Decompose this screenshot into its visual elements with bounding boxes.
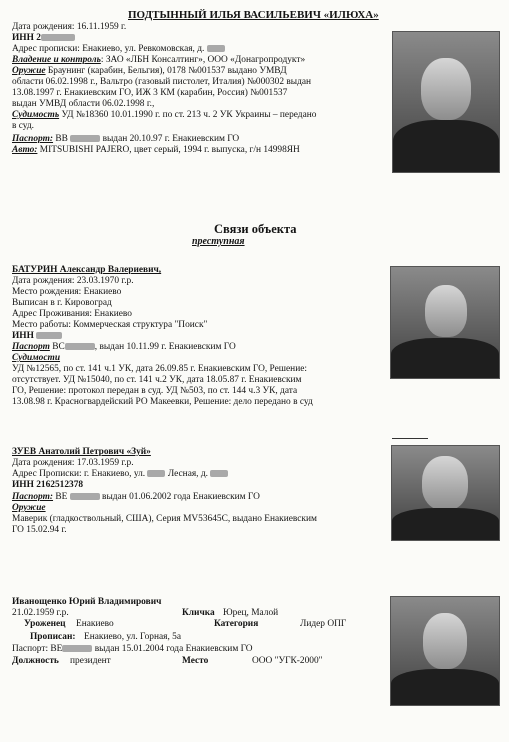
person4-place-value: ООО "УГК-2000" — [252, 656, 323, 666]
redaction-mark — [207, 45, 225, 52]
person1-inn — [12, 33, 75, 44]
person2-crim-label: Судимости — [12, 353, 61, 363]
person2-photo — [390, 266, 500, 379]
address-street: Лесная, д. — [165, 469, 208, 479]
person3-address — [12, 469, 228, 480]
person2-discharged: Выписан в г. Кировоград — [12, 298, 112, 308]
person4-reg-value: Енакиево, ул. Горная, 5а — [84, 632, 182, 642]
criminal-record-label: Судимость — [12, 110, 60, 120]
passport-label: Паспорт — [12, 342, 50, 352]
person2-inn — [12, 331, 62, 342]
person3-passport — [12, 492, 260, 503]
person1-title: ПОДТЫННЫЙ ИЛЬЯ ВАСИЛЬЕВИЧ «ИЛЮХА» — [128, 9, 379, 21]
person2-passport — [12, 342, 236, 353]
person2-work: Место работы: Коммерческая структура "Поиск" — [12, 320, 208, 330]
person1-weapon-line3: 13.08.1997 г. Енакиевским ГО, ИЖ 3 КМ (карабин, Россия) №001537 — [12, 88, 288, 98]
person3-inn: ИНН 2162512378 — [12, 480, 84, 490]
connections-subtitle: преступная — [192, 236, 245, 247]
person3-photo — [391, 445, 500, 541]
person2-residence: Адрес Проживания: Енакиево — [12, 309, 132, 319]
person1-control — [12, 55, 305, 66]
redaction-mark — [36, 332, 62, 339]
inn-label: ИНН — [12, 331, 34, 341]
passport-series: ВЕ — [53, 492, 68, 502]
person1-address — [12, 44, 225, 55]
passport-series: ВС — [49, 342, 65, 352]
passport-series: Паспорт: ВЕ — [12, 644, 63, 654]
redaction-mark — [41, 34, 75, 41]
person4-reg-label: Прописан: — [30, 632, 76, 642]
connections-title: Связи объекта — [214, 222, 297, 236]
passport-issued: выдан 15.01.2004 года Енакиевским ГО — [92, 644, 253, 654]
person1-weapon-line4: выдан УМВД области 06.02.1998 г., — [12, 99, 155, 109]
person2-birthplace: Место рождения: Енакиево — [12, 287, 122, 297]
person1-crim-line2: в суд. — [12, 121, 35, 131]
person1-auto — [12, 145, 300, 156]
passport-label: Паспорт: — [12, 492, 54, 502]
person4-place-label: Место — [182, 656, 209, 666]
person4-category-value: Лидер ОПГ — [300, 619, 347, 629]
passport-series: ВВ — [53, 134, 68, 144]
person4-position-label: Должность — [12, 656, 59, 666]
person1-dob: Дата рождения: 16.11.1959 г. — [12, 22, 127, 32]
redaction-mark — [62, 645, 92, 652]
person4-native-label: Уроженец — [24, 619, 66, 629]
separator-mark — [392, 438, 428, 439]
person4-nick-value: Юрец, Малой — [223, 608, 279, 618]
passport-issued: выдан 01.06.2002 года Енакиевским ГО — [99, 492, 260, 502]
auto-label: Авто: — [12, 145, 38, 155]
criminal-record-text: УД №18360 10.01.1990 г. по ст. 213 ч. 2 УК Украины – передано — [59, 110, 317, 120]
redaction-mark — [210, 470, 228, 477]
person1-photo — [392, 31, 500, 173]
person4-dob: 21.02.1959 г.р. — [12, 608, 69, 618]
control-label: Владение и контроль — [12, 55, 101, 65]
person2-name: БАТУРИН Александр Валериевич, — [12, 265, 162, 275]
passport-issued: выдан 20.10.97 г. Енакиевским ГО — [100, 134, 240, 144]
person1-weapon-line2: области 06.02.1998 г., Вальтро (газовый пистолет, Италия) №000302 выдан — [12, 77, 312, 87]
redaction-mark — [70, 493, 100, 500]
inn-label: ИНН — [12, 33, 34, 43]
person3-weapon-label: Оружие — [12, 503, 46, 513]
person2-crim-line4: 13.08.98 г. Красногвардейский РО Макеевки, Решение: дело передано в суд — [12, 397, 313, 407]
person1-passport — [12, 134, 239, 145]
address-text: Адрес Прописки: г. Енакиево, ул. — [12, 469, 146, 479]
inn-prefix: 2 — [36, 33, 41, 43]
person4-name: Иванощенко Юрий Владимирович — [12, 597, 162, 607]
weapon-label: Оружие — [12, 66, 46, 76]
person4-nick-label: Кличка — [182, 608, 215, 618]
person2-dob: Дата рождения: 23.03.1970 г.р. — [12, 276, 134, 286]
person4-native-value: Енакиево — [76, 619, 114, 629]
person3-weapon-line1: Маверик (гладкоствольный, США), Серия MV53645С, выдано Енакиевским — [12, 514, 317, 524]
redaction-mark — [65, 343, 95, 350]
person2-crim-line1: УД №12565, по ст. 141 ч.1 УК, дата 26.09.85 г. Енакиевским ГО, Решение: — [12, 364, 307, 374]
person4-passport — [12, 644, 253, 655]
person3-dob: Дата рождения: 17.03.1959 г.р. — [12, 458, 134, 468]
weapon-text: Браунинг (карабин, Бельгия), 0178 №001537 выдано УМВД — [45, 66, 287, 76]
redaction-mark — [147, 470, 165, 477]
auto-text: MITSUBISHI PAJERO, цвет серый, 1994 г. выпуска, г/н 14998ЯН — [37, 145, 300, 155]
person2-crim-line3: ГО, Решение: протокол передан в суд. УД №503, по ст. 144 ч.3 УК, дата — [12, 386, 298, 396]
person1-crim-line1 — [12, 110, 316, 121]
person1-weapon-line1 — [12, 66, 287, 77]
person4-block — [12, 597, 392, 697]
passport-issued: , выдан 10.11.99 г. Енакиевским ГО — [94, 342, 236, 352]
person4-position-value: президент — [70, 656, 111, 666]
person4-category-label: Категория — [214, 619, 259, 629]
person3-weapon-line2: ГО 15.02.94 г. — [12, 525, 67, 535]
person4-photo — [390, 596, 500, 706]
person3-name: ЗУЕВ Анатолий Петрович «Зуй» — [12, 447, 151, 457]
passport-label: Паспорт: — [12, 134, 54, 144]
address-text: Адрес прописки: Енакиево, ул. Ревкомовская, д. — [12, 44, 205, 54]
redaction-mark — [70, 135, 100, 142]
person2-crim-line2: отсутствует. УД №15040, по ст. 141 ч.2 УК, дата 18.05.87 г. Енакиевским — [12, 375, 302, 385]
control-text: : ЗАО «ЛБН Консалтинг», ООО «Донагропродукт» — [100, 55, 306, 65]
